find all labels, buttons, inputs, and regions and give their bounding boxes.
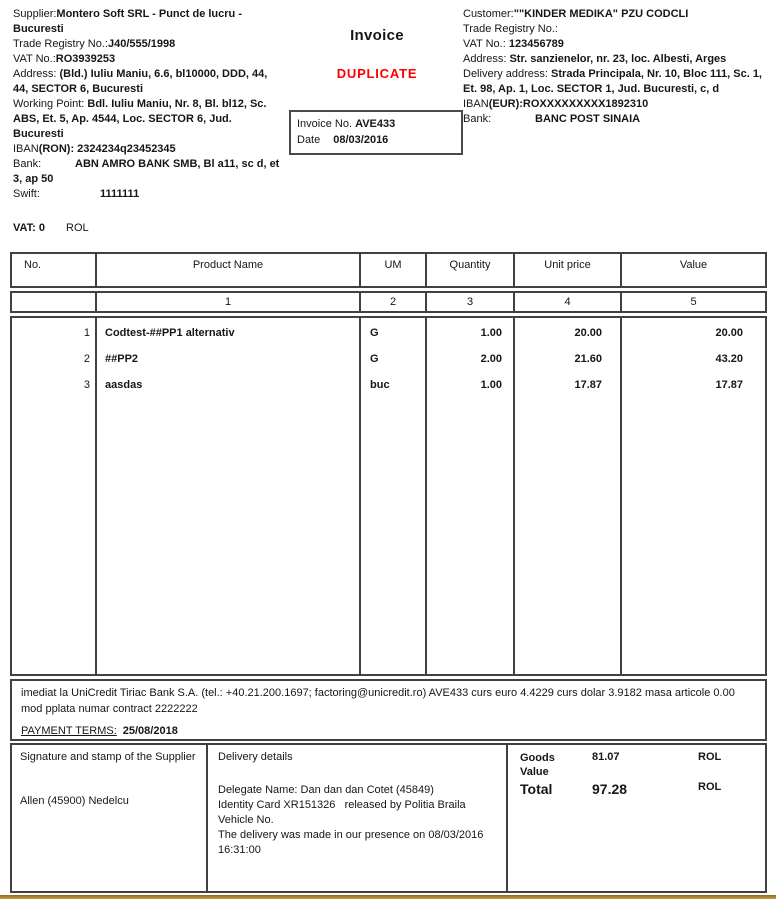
delivery-details-cell bbox=[208, 745, 508, 891]
bottom-gold-bar bbox=[0, 895, 776, 899]
invoice-title: Invoice bbox=[350, 27, 404, 44]
row1-product-name: Codtest-##PP1 alternativ bbox=[105, 327, 235, 339]
payment-terms-label: PAYMENT TERMS: bbox=[21, 725, 117, 737]
supplier-address-value: (Bld.) Iuliu Maniu, 6.6, bl10000, DDD, 44, 44, SECTOR 6, Bucuresti bbox=[13, 68, 268, 95]
customer-address-value: Str. sanzienelor, nr. 23, loc. Albesti, Arges bbox=[509, 53, 727, 65]
col-index-no bbox=[12, 293, 97, 311]
column-no bbox=[12, 318, 97, 674]
customer-trade-registry-label: Trade Registry No.: bbox=[463, 23, 558, 35]
invoice-number-box bbox=[289, 110, 463, 155]
supplier-iban-label: IBAN bbox=[13, 143, 39, 155]
supplier-trade-registry-value: J40/555/1998 bbox=[107, 38, 176, 50]
supplier-working-point-label: Working Point: bbox=[13, 98, 88, 110]
invoice-date-value: 08/03/2016 bbox=[333, 134, 389, 146]
customer-block bbox=[463, 7, 766, 127]
row3-no: 3 bbox=[83, 379, 90, 391]
col-header-no: No. bbox=[12, 254, 97, 286]
row2-product-name: ##PP2 bbox=[105, 353, 139, 365]
customer-vat-label: VAT No.: bbox=[463, 38, 509, 50]
supplier-swift-label: Swift: bbox=[13, 188, 40, 200]
row2-unit-price: 21.60 bbox=[574, 353, 602, 365]
col-header-unit-price: Unit price bbox=[515, 254, 622, 286]
col-index-unit-price: 4 bbox=[515, 293, 622, 311]
table-header-row bbox=[10, 252, 767, 288]
supplier-working-point-value: Bdl. Iuliu Maniu, Nr. 8, Bl. bl12, Sc. ABS, Et. 5, Ap. 4544, Loc. SECTOR 6, Jud. Bucuresti bbox=[13, 98, 267, 140]
customer-iban-value: (EUR):ROXXXXXXXXX1892310 bbox=[488, 98, 649, 110]
row2-quantity: 2.00 bbox=[480, 353, 502, 365]
col-index-value: 5 bbox=[690, 296, 697, 308]
supplier-vat-label: VAT No.: bbox=[13, 53, 56, 65]
col-index-product-name: 1 bbox=[97, 293, 361, 311]
row3-quantity: 1.00 bbox=[480, 379, 502, 391]
row1-no: 1 bbox=[83, 327, 90, 339]
customer-iban-label: IBAN bbox=[463, 98, 489, 110]
supplier-bank-label: Bank: bbox=[13, 158, 42, 170]
delivery-details-body bbox=[218, 783, 496, 858]
supplier-name: Montero Soft SRL - Punct de lucru - Bucuresti bbox=[13, 8, 242, 35]
customer-delivery-address-label: Delivery address: bbox=[463, 68, 552, 80]
totals-cell bbox=[508, 745, 765, 891]
row2-um: G bbox=[370, 353, 379, 365]
supplier-vat-value: RO3939253 bbox=[55, 53, 116, 65]
identity-card-line: Identity Card XR151326 released by Politia Braila bbox=[218, 799, 466, 811]
customer-address-label: Address: bbox=[463, 53, 510, 65]
signature-name: Allen (45900) Nedelcu bbox=[20, 795, 129, 807]
delivery-presence-line: The delivery was made in our presence on 08/03/2016 16:31:00 bbox=[218, 829, 487, 856]
vat-summary-label: VAT: 0 bbox=[13, 222, 45, 234]
total-amount: 97.28 bbox=[592, 781, 628, 797]
column-quantity bbox=[427, 318, 515, 674]
row1-um: G bbox=[370, 327, 379, 339]
total-label: Total bbox=[520, 781, 553, 797]
column-um bbox=[361, 318, 427, 674]
supplier-iban-value: (RON): 2324234q23452345 bbox=[38, 143, 176, 155]
delegate-name-line: Delegate Name: Dan dan dan Cotet (45849) bbox=[218, 784, 434, 796]
row1-value: 20.00 bbox=[715, 327, 743, 339]
col-header-value: Value bbox=[679, 259, 708, 271]
payment-terms-line bbox=[21, 724, 756, 740]
customer-vat-value: 123456789 bbox=[508, 38, 564, 50]
row2-value: 43.20 bbox=[715, 353, 743, 365]
goods-value-currency: ROL bbox=[698, 751, 722, 763]
supplier-bank-value: ABN AMRO BANK SMB, Bl a11, sc d, et 3, ap 50 bbox=[13, 158, 280, 185]
customer-name: ""KINDER MEDIKA" PZU CODCLI bbox=[513, 8, 689, 20]
column-value bbox=[622, 318, 765, 674]
row3-unit-price: 17.87 bbox=[574, 379, 602, 391]
customer-label: Customer: bbox=[463, 8, 514, 20]
supplier-label: Supplier: bbox=[13, 8, 57, 20]
row3-um: buc bbox=[370, 379, 390, 391]
row1-quantity: 1.00 bbox=[480, 327, 502, 339]
col-header-quantity: Quantity bbox=[427, 254, 515, 286]
column-product-name bbox=[97, 318, 361, 674]
invoice-number-line bbox=[297, 116, 461, 132]
goods-value-amount: 81.07 bbox=[592, 751, 620, 763]
vehicle-no-line: Vehicle No. bbox=[218, 814, 274, 826]
row1-unit-price: 20.00 bbox=[574, 327, 602, 339]
invoice-number-value: AVE433 bbox=[355, 118, 396, 130]
row3-value: 17.87 bbox=[715, 379, 743, 391]
customer-bank-value: BANC POST SINAIA bbox=[535, 113, 641, 125]
col-index-um: 2 bbox=[361, 293, 427, 311]
col-index-quantity: 3 bbox=[427, 293, 515, 311]
total-currency: ROL bbox=[698, 781, 722, 793]
table-body bbox=[10, 316, 767, 676]
footer-band bbox=[10, 743, 767, 893]
table-column-index-row bbox=[10, 291, 767, 313]
column-unit-price bbox=[515, 318, 622, 674]
payment-terms-value: 25/08/2018 bbox=[122, 725, 178, 737]
invoice-date-label: Date bbox=[297, 134, 321, 146]
invoice-number-label: Invoice No. bbox=[297, 118, 356, 130]
goods-value-label: Goods Value bbox=[520, 752, 555, 778]
duplicate-stamp: DUPLICATE bbox=[336, 66, 418, 81]
signature-cell bbox=[12, 745, 208, 891]
supplier-block bbox=[13, 7, 285, 202]
row3-product-name: aasdas bbox=[105, 379, 143, 391]
supplier-trade-registry-label: Trade Registry No.: bbox=[13, 38, 108, 50]
col-header-product-name: Product Name bbox=[97, 254, 361, 286]
col-header-um: UM bbox=[361, 254, 427, 286]
customer-delivery-address-value: Strada Principala, Nr. 10, Bloc 111, Sc. 1, Et. 98, Ap. 1, Loc. SECTOR 1, Jud. Bucuresti, c, d bbox=[463, 68, 762, 95]
supplier-swift-value: 1111111 bbox=[100, 188, 140, 200]
payment-note: imediat la UniCredit Tiriac Bank S.A. (tel.: +40.21.200.1697; factoring@unicredit.ro) AVE433 curs euro 4.4229 curs dolar 3.9182 masa articole 0.00 mod pplata numar contract 2222222 bbox=[21, 687, 735, 715]
signature-title: Signature and stamp of the Supplier bbox=[20, 751, 196, 763]
customer-bank-label: Bank: bbox=[463, 113, 492, 125]
row2-no: 2 bbox=[83, 353, 90, 365]
supplier-address-label: Address: bbox=[13, 68, 60, 80]
vat-summary-line bbox=[13, 222, 89, 234]
vat-summary-currency: ROL bbox=[66, 222, 89, 234]
delivery-details-title: Delivery details bbox=[218, 751, 293, 763]
payment-band bbox=[10, 679, 767, 741]
invoice-date-line bbox=[297, 132, 461, 148]
